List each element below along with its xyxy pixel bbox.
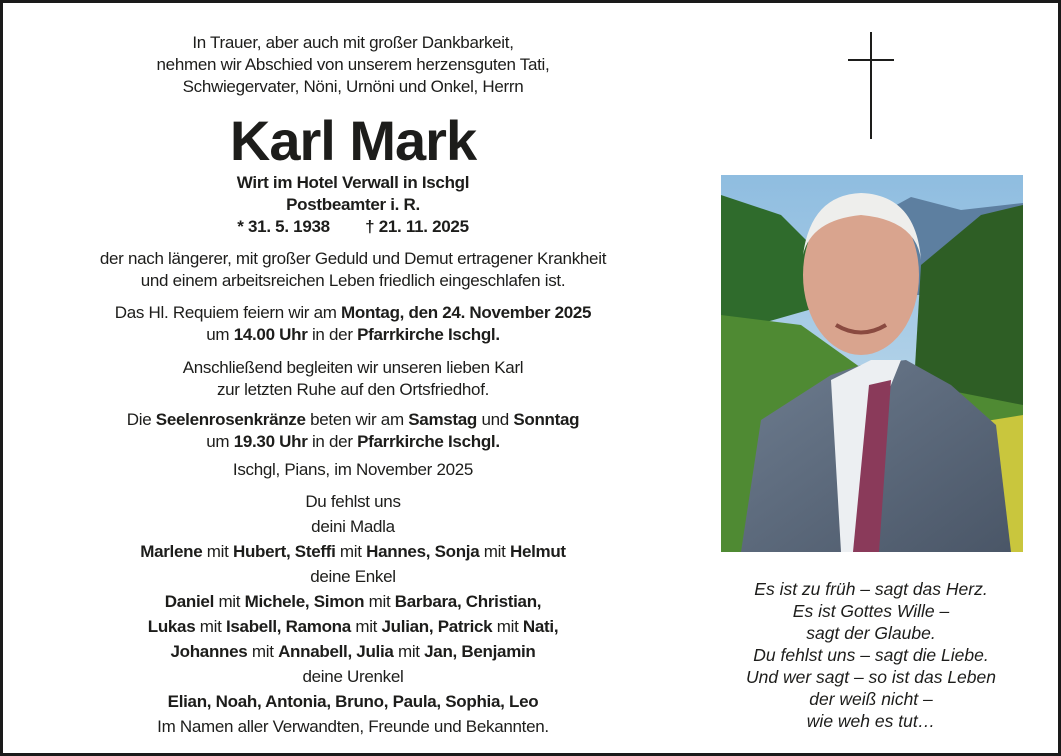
intro-text bbox=[33, 32, 673, 98]
bold-text: Pfarrkirche Ischgl. bbox=[357, 432, 500, 451]
bold-text: Elian, Noah, Antonia, Bruno, Paula, Sophia, Leo bbox=[167, 692, 539, 711]
text: zur letzten Ruhe auf den Ortsfriedhof. bbox=[216, 380, 490, 399]
text: mit bbox=[195, 617, 226, 636]
text: mit bbox=[479, 542, 510, 561]
text: der nach längerer, mit großer Geduld und Demut ertragener Krankheit bbox=[99, 249, 607, 268]
text-line bbox=[33, 216, 673, 238]
text-line bbox=[33, 589, 673, 614]
text-line bbox=[33, 270, 673, 292]
text: und einem arbeitsreichen Leben friedlich eingeschlafen ist. bbox=[140, 271, 566, 290]
poem-line: Es ist Gottes Wille – bbox=[792, 601, 950, 621]
text-line bbox=[33, 194, 673, 216]
bold-text: Annabell, Julia bbox=[278, 642, 394, 661]
text-line bbox=[33, 324, 673, 346]
bold-text: Michele, Simon bbox=[244, 592, 365, 611]
portrait-photo bbox=[721, 175, 1023, 552]
text-line bbox=[33, 564, 673, 589]
bold-text: Helmut bbox=[509, 542, 566, 561]
bold-text: Johannes bbox=[170, 642, 248, 661]
text: Du fehlst uns bbox=[305, 492, 401, 511]
text-line bbox=[33, 379, 673, 401]
text-line bbox=[33, 539, 673, 564]
deceased-titles-dates bbox=[33, 172, 673, 238]
text-line bbox=[33, 664, 673, 689]
bold-text: Isabell, Ramona bbox=[225, 617, 351, 636]
text-line bbox=[33, 76, 673, 98]
text: mit bbox=[350, 617, 382, 636]
rosary-text bbox=[33, 409, 673, 453]
text-line bbox=[33, 248, 673, 270]
text: Anschließend begleiten wir unseren lieben Karl bbox=[182, 358, 524, 377]
bold-text: 14.00 Uhr bbox=[233, 325, 308, 344]
text-line bbox=[33, 409, 673, 431]
text-line bbox=[33, 54, 673, 76]
poem-line: Du fehlst uns – sagt die Liebe. bbox=[753, 645, 989, 665]
text: um bbox=[206, 432, 234, 451]
bold-text: Montag, den 24. November 2025 bbox=[341, 303, 592, 322]
text: in der bbox=[307, 432, 358, 451]
text: mit bbox=[247, 642, 279, 661]
text-line bbox=[33, 357, 673, 379]
text: deine Enkel bbox=[310, 567, 396, 586]
bold-text: Wirt im Hotel Verwall in Ischgl bbox=[236, 173, 470, 192]
bold-text: Samstag bbox=[408, 410, 478, 429]
text: mit bbox=[335, 542, 367, 561]
bold-text: Barbara, Christian, bbox=[394, 592, 542, 611]
text: und bbox=[477, 410, 514, 429]
text-line bbox=[33, 614, 673, 639]
poem bbox=[713, 578, 1029, 732]
text-line bbox=[33, 489, 673, 514]
bold-text: Hannes, Sonja bbox=[366, 542, 480, 561]
text: mit bbox=[393, 642, 425, 661]
text: mit bbox=[202, 542, 233, 561]
bold-text: Postbeamter i. R. bbox=[286, 195, 420, 214]
text: mit bbox=[214, 592, 245, 611]
place-date bbox=[33, 459, 673, 481]
poem-line: der weiß nicht – bbox=[809, 689, 933, 709]
bold-text: 19.30 Uhr bbox=[233, 432, 308, 451]
bold-text: Nati, bbox=[522, 617, 559, 636]
text: beten wir am bbox=[305, 410, 409, 429]
text: Ischgl, Pians, im November 2025 bbox=[232, 460, 474, 479]
bold-text: Marlene bbox=[140, 542, 203, 561]
text-line bbox=[33, 32, 673, 54]
text-line bbox=[33, 172, 673, 194]
text: in der bbox=[307, 325, 358, 344]
text-line bbox=[33, 459, 673, 481]
text: deini Madla bbox=[311, 517, 395, 536]
text-line bbox=[33, 639, 673, 664]
poem-line: wie weh es tut… bbox=[806, 711, 936, 731]
text: mit bbox=[492, 617, 523, 636]
bold-text: Julian, Patrick bbox=[381, 617, 493, 636]
bold-text: Sonntag bbox=[513, 410, 580, 429]
poem-line: Und wer sagt – so ist das Leben bbox=[745, 667, 996, 687]
text: um bbox=[206, 325, 234, 344]
text-line bbox=[33, 689, 673, 714]
text-line bbox=[33, 514, 673, 539]
family-list bbox=[33, 489, 673, 739]
text: deine Urenkel bbox=[302, 667, 404, 686]
bold-text: Lukas bbox=[147, 617, 196, 636]
text: Die bbox=[126, 410, 156, 429]
text: mit bbox=[364, 592, 395, 611]
text: Das Hl. Requiem feiern wir am bbox=[114, 303, 342, 322]
text: Im Namen aller Verwandten, Freunde und Bekannten. bbox=[157, 717, 549, 736]
illness-text bbox=[33, 248, 673, 292]
deceased-name: Karl Mark bbox=[229, 109, 477, 172]
requiem-text bbox=[33, 302, 673, 346]
bold-text: Pfarrkirche Ischgl. bbox=[357, 325, 500, 344]
text: nehmen wir Abschied von unserem herzensguten Tati, bbox=[156, 55, 550, 74]
burial-text bbox=[33, 357, 673, 401]
cross-icon bbox=[848, 32, 894, 139]
bold-text: Seelenrosenkränze bbox=[155, 410, 306, 429]
bold-text: * 31. 5. 1938 † 21. 11. 2025 bbox=[237, 217, 469, 236]
bold-text: Jan, Benjamin bbox=[424, 642, 536, 661]
bold-text: Hubert, Steffi bbox=[232, 542, 336, 561]
text-line bbox=[33, 302, 673, 324]
poem-line: sagt der Glaube. bbox=[806, 623, 936, 643]
poem-line: Es ist zu früh – sagt das Herz. bbox=[754, 579, 988, 599]
text: Schwiegervater, Nöni, Urnöni und Onkel, Herrn bbox=[182, 77, 524, 96]
text-line bbox=[33, 714, 673, 739]
bold-text: Daniel bbox=[164, 592, 215, 611]
text: In Trauer, aber auch mit großer Dankbarkeit, bbox=[192, 33, 514, 52]
text-line bbox=[33, 431, 673, 453]
